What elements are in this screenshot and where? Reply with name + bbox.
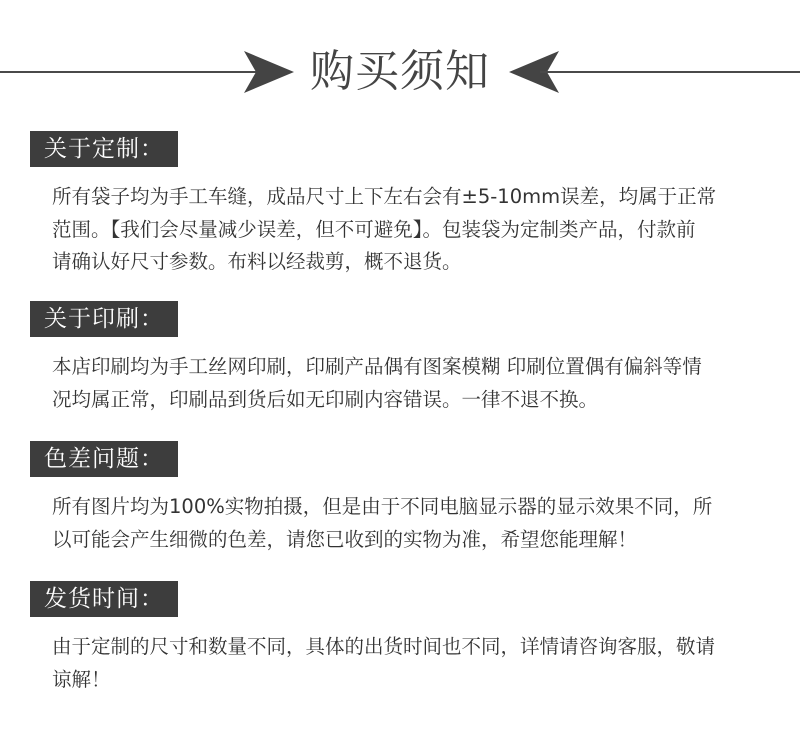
page-title: 购买须知: [310, 46, 490, 97]
section-body-shipping-time: [52, 631, 772, 696]
arrow-right-icon: [244, 51, 294, 93]
body-line: 所有袋子均为手工车缝，成品尺寸上下左右会有±5-10mm误差，均属于正常: [52, 185, 717, 208]
section-label-shipping-time: 发货时间：: [30, 581, 178, 617]
section-body-color-difference: [52, 491, 772, 556]
section-label-printing: 关于印刷：: [30, 301, 178, 337]
body-line: 谅解！: [52, 667, 111, 691]
body-line: 所有图片均为100%实物拍摄，但是由于不同电脑显示器的显示效果不同，所: [52, 495, 713, 518]
body-line: 由于定制的尺寸和数量不同，具体的出货时间也不同，详情请咨询客服，敬请: [52, 635, 716, 658]
page-header: [0, 40, 800, 104]
section-body-printing: [52, 351, 772, 416]
header-divider-right: [540, 71, 800, 73]
section-body-customization: [52, 181, 772, 279]
section-label-color-difference: 色差问题：: [30, 441, 178, 477]
body-line: 以可能会产生细微的色差，请您已收到的实物为准，希望您能理解！: [52, 527, 638, 551]
body-line: 本店印刷均为手工丝网印刷，印刷产品偶有图案模糊 印刷位置偶有偏斜等情: [52, 355, 702, 378]
header-divider-left: [0, 71, 262, 73]
body-line: 请确认好尺寸参数。布料以经裁剪，概不退货。: [52, 250, 462, 273]
body-line: 范围。【我们会尽量减少误差，但不可避免】。包装袋为定制类产品，付款前: [52, 217, 696, 241]
body-line: 况均属正常，印刷品到货后如无印刷内容错误。一律不退不换。: [52, 387, 599, 411]
section-label-customization: 关于定制：: [30, 131, 178, 167]
